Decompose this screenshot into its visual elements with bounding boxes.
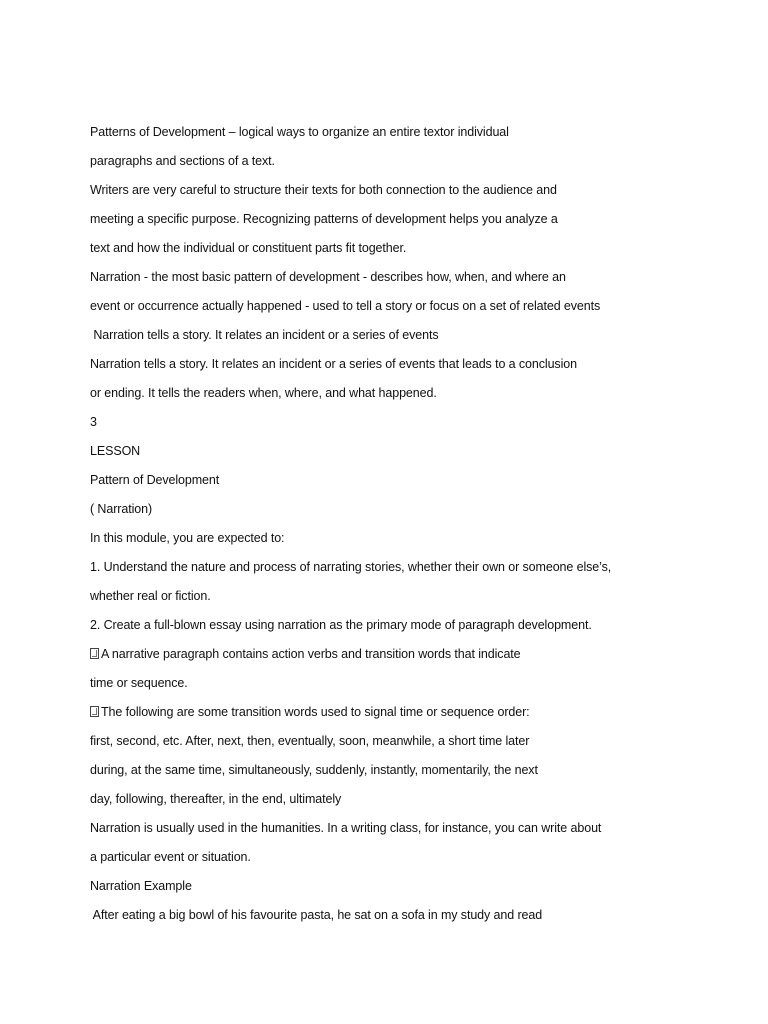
text-line: In this module, you are expected to: bbox=[90, 531, 285, 545]
lesson-subtitle: ( Narration) bbox=[90, 502, 153, 516]
text-line: a particular event or situation. bbox=[90, 850, 251, 864]
text-line: time or sequence. bbox=[90, 676, 188, 690]
text-line: event or occurrence actually happened - used to tell a story or focus on a set of related events bbox=[90, 299, 601, 313]
text-line: paragraphs and sections of a text. bbox=[90, 154, 275, 168]
text-line: whether real or fiction. bbox=[90, 589, 211, 603]
text-line: day, following, thereafter, in the end, ultimately bbox=[90, 792, 342, 806]
text-line: Narration tells a story. It relates an incident or a series of events bbox=[90, 328, 439, 342]
bullet-line bbox=[90, 640, 750, 669]
text-line: Narration - the most basic pattern of development - describes how, when, and where an bbox=[90, 270, 566, 284]
text-line: Writers are very careful to structure their texts for both connection to the audience and bbox=[90, 183, 557, 197]
text-line: Narration tells a story. It relates an incident or a series of events that leads to a conclusion bbox=[90, 357, 577, 371]
objective-item: 2. Create a full-blown essay using narration as the primary mode of paragraph development. bbox=[90, 618, 592, 632]
page-number-text: 3 bbox=[90, 415, 97, 429]
text-line: meeting a specific purpose. Recognizing patterns of development helps you analyze a bbox=[90, 212, 558, 226]
text-line: first, second, etc. After, next, then, eventually, soon, meanwhile, a short time later bbox=[90, 734, 530, 748]
lesson-title: Pattern of Development bbox=[90, 473, 220, 487]
bullet-line bbox=[90, 698, 750, 727]
text-line: during, at the same time, simultaneously, suddenly, instantly, momentarily, the next bbox=[90, 763, 538, 777]
text-line: or ending. It tells the readers when, where, and what happened. bbox=[90, 386, 437, 400]
text-line: Narration is usually used in the humanities. In a writing class, for instance, you can write about bbox=[90, 821, 602, 835]
missing-glyph-box-icon bbox=[90, 648, 99, 659]
bullet-text: A narrative paragraph contains action verbs and transition words that indicate bbox=[101, 647, 521, 661]
objective-item: 1. Understand the nature and process of narrating stories, whether their own or someone else’s, bbox=[90, 560, 612, 574]
missing-glyph-box-icon bbox=[90, 706, 99, 717]
lesson-heading: LESSON bbox=[90, 444, 141, 458]
text-line: text and how the individual or constituent parts fit together. bbox=[90, 241, 407, 255]
section-heading: Narration Example bbox=[90, 879, 192, 893]
text-line: After eating a big bowl of his favourite pasta, he sat on a sofa in my study and read bbox=[90, 908, 543, 922]
bullet-text: The following are some transition words used to signal time or sequence order: bbox=[101, 705, 530, 719]
text-line: Patterns of Development – logical ways to organize an entire textor individual bbox=[90, 125, 509, 139]
document-body bbox=[90, 118, 750, 930]
